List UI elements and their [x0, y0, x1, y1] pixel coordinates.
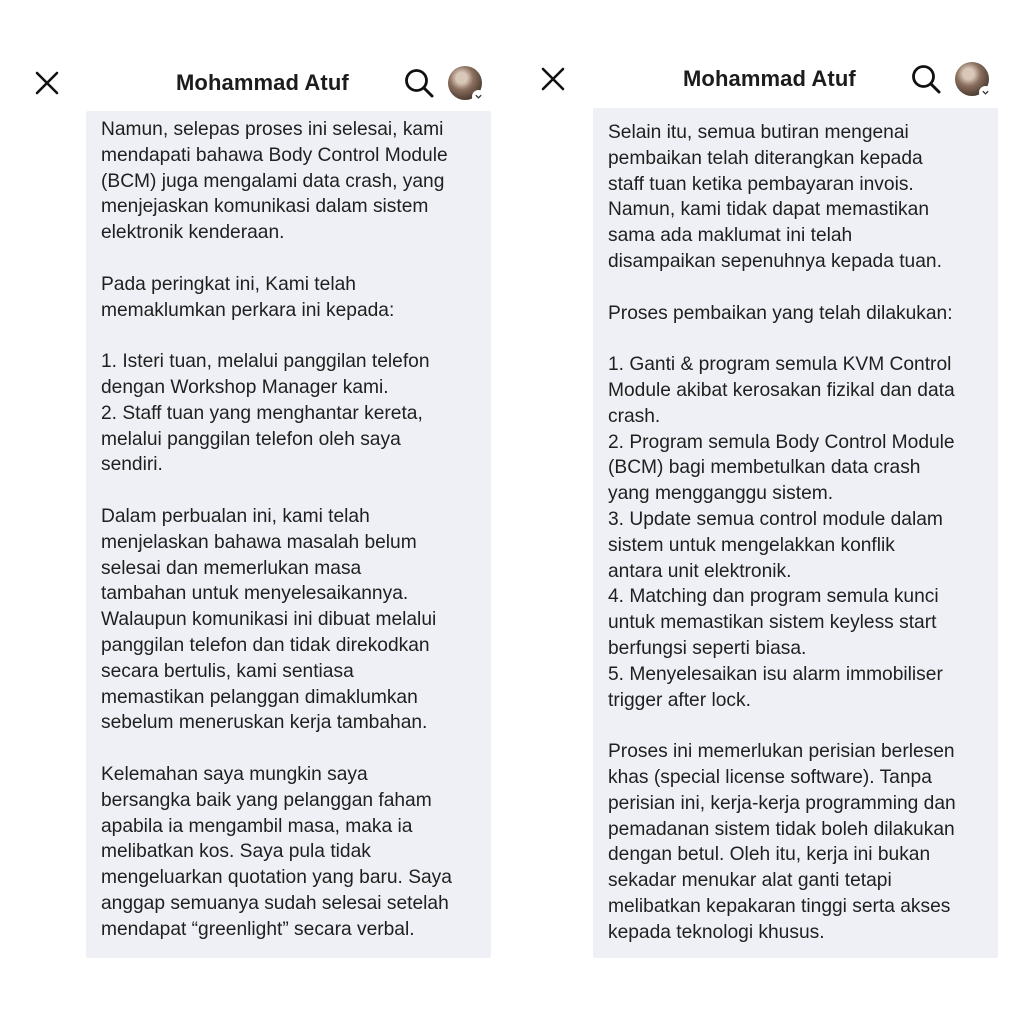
right-chat-panel — [508, 0, 1024, 1024]
message-bubble — [86, 111, 491, 958]
search-icon[interactable] — [402, 66, 436, 100]
message-bubble — [593, 108, 998, 958]
chevron-down-icon — [979, 86, 992, 99]
message-paragraph: Selain itu, semua butiran mengenai pembaikan telah diterangkan kepada staff tuan ketika pembayaran invois. Namun, kami tidak dapat memastikan sama ada maklumat ini telah disampaikan sepenuhnya kepada tuan. — [608, 122, 942, 272]
search-icon[interactable] — [909, 62, 943, 96]
message-paragraph: Namun, selepas proses ini selesai, kami mendapati bahawa Body Control Module (BCM) juga mengalami data crash, yang menjejaskan komunikasi dalam sistem elektronik kenderaan. — [101, 119, 448, 244]
chat-header — [0, 56, 508, 112]
contact-name[interactable]: Mohammad Atuf — [176, 70, 349, 95]
message-paragraph: 1. Ganti & program semula KVM Control Module akibat kerosakan fizikal dan data crash. 2. Program semula Body Control Module (BCM) bagi membetulkan data crash yang mengganggu sistem. 3. Update semua control module dalam sistem untuk mengelakkan konflik antara unit elektronik. 4. Matching dan program semula kunci untuk memastikan sistem keyless start berfungsi seperti biasa. 5. Menyelesaikan isu alarm immobiliser trigger after lock. — [608, 354, 955, 711]
left-chat-panel — [0, 0, 508, 1024]
contact-name[interactable]: Mohammad Atuf — [683, 66, 856, 91]
chevron-down-icon — [472, 90, 485, 103]
message-paragraph: Proses ini memerlukan perisian berlesen khas (special license software). Tanpa perisian ini, kerja-kerja programming dan pemadanan sistem tidak boleh dilakukan dengan betul. Oleh itu, kerja ini bukan sekadar menukar alat ganti tetapi melibatkan kepakaran tinggi serta akses kepada teknologi khusus. — [608, 741, 956, 943]
message-paragraph: 1. Isteri tuan, melalui panggilan telefon dengan Workshop Manager kami. 2. Staff tuan yang menghantar kereta, melalui panggilan telefon oleh saya sendiri. — [101, 351, 430, 476]
message-paragraph: Dalam perbualan ini, kami telah menjelaskan bahawa masalah belum selesai dan memerlukan masa tambahan untuk menyelesaikannya. Walaupun komunikasi ini dibuat melalui panggilan telefon dan tidak direkodkan secara bertulis, kami sentiasa memastikan pelanggan dimaklumkan sebelum meneruskan kerja tambahan. — [101, 505, 437, 734]
close-icon[interactable] — [538, 64, 568, 94]
avatar[interactable] — [448, 66, 482, 100]
chat-header — [508, 56, 1024, 112]
close-icon[interactable] — [32, 68, 62, 98]
message-paragraph: Proses pembaikan yang telah dilakukan: — [608, 302, 953, 324]
avatar[interactable] — [955, 62, 989, 96]
message-paragraph: Pada peringkat ini, Kami telah memaklumkan perkara ini kepada: — [101, 273, 395, 321]
message-paragraph: Kelemahan saya mungkin saya bersangka baik yang pelanggan faham apabila ia mengambil masa, maka ia melibatkan kos. Saya pula tidak mengeluarkan quotation yang baru. Saya anggap semuanya sudah selesai setelah mendapat “greenlight” secara verbal. — [101, 763, 452, 940]
